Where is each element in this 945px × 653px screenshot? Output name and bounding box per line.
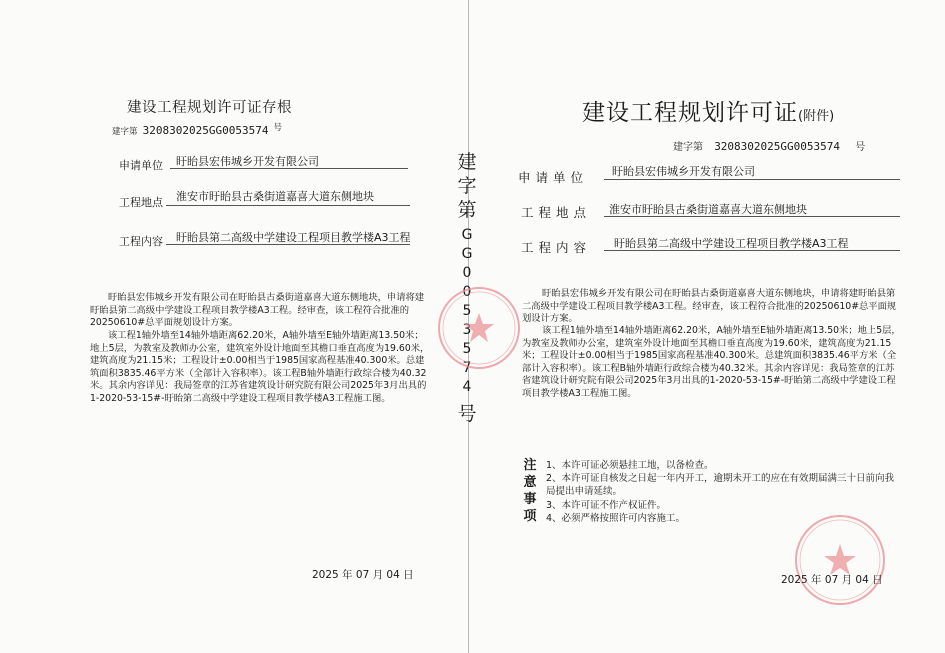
official-seal-spine [434,283,524,373]
stub-label-site: 工程地点 [119,196,163,209]
attachment-value-content: 盱眙县第二高级中学建设工程项目教学楼A3工程 [614,237,849,250]
attachment-permit-number [673,138,865,153]
notes-heading-char: 意 [523,475,537,490]
stub-underline-site [166,205,410,206]
stub-paragraph-2: 该工程1轴外墙至14轴外墙距离62.20米，A轴外墙至E轴外墙距离13.50米；地上5层，为教室及教师办公室，建筑室外设计地面至其檐口垂直高度为19.60米，建筑高度为21.15米；工程设计±0.00相当于1985国家高程基准40.300米。总建筑面积3835.46平方米（全部计入容积率）。该工程B轴外墙距行政综合楼为40.32米。其余内容详见：我局签章的江苏省建筑设计研究院有限公司2025年3月出具的1-2020-53-15#-盱眙第二高级中学建设工程项目教学楼A3工程施工图。 [90,330,430,404]
official-seal-attachment [790,510,890,610]
note-item: 2、本许可证自核发之日起一年内开工，逾期未开工的应在有效期届满三十日前向我 [546,473,895,484]
stub-label-content: 工程内容 [119,235,163,248]
attachment-label-applicant: 申请单位 [518,170,589,185]
stub-paragraph-1: 盱眙县宏伟城乡开发有限公司在盱眙县古桑街道嘉喜大道东侧地块，申请将建盱眙县第二高级中学建设工程项目教学楼A3工程。经审查，该工程符合批准的20250610#总平面规划设计方案。 [90,292,425,329]
attachment-paragraph-1: 盱眙县宏伟城乡开发有限公司在盱眙县古桑街道嘉喜大道东侧地块，申请将建盱眙县第二高级中学建设工程项目教学楼A3工程。经审查，该工程符合批准的20250610#总平面规划设计方案。 [522,288,897,325]
stub-num-suffix: 号 [273,123,283,133]
spine-char: 3 [462,322,472,338]
attachment-label-site: 工程地点 [521,205,592,220]
stub-underline-applicant [170,168,408,169]
note-item: 4、必须严格按照许可内容施工。 [546,513,686,524]
attachment-underline-content [604,250,900,251]
spine-char: 7 [462,360,472,376]
attachment-paragraph-2: 该工程1轴外墙至14轴外墙距离62.20米，A轴外墙至E轴外墙距离13.50米；地上5层，为教室及教师办公室，建筑室外设计地面至其檐口垂直高度为19.60米，建筑高度为21.15米；工程设计±0.00相当于1985国家高程基准40.300米。总建筑面积3835.46平方米（全部计入容积率）。该工程B轴外墙距行政综合楼为40.32米。其余内容详见：我局签章的江苏省建筑设计研究院有限公司2025年3月出具的1-2020-53-15#-盱眙第二高级中学建设工程项目教学楼A3工程施工图。 [522,325,901,399]
stub-date: 2025 年 07 月 04 日 [312,569,414,581]
note-item: 1、本许可证必须悬挂工地，以备检查。 [546,460,714,471]
stub-value-content: 盱眙县第二高级中学建设工程项目教学楼A3工程 [176,231,411,244]
attachment-underline-applicant [604,179,900,180]
attachment-num-suffix: 号 [855,142,866,153]
notes-heading-char: 项 [523,509,537,524]
note-item: 局提出申请延续。 [546,486,623,497]
attachment-label-content: 工程内容 [521,240,592,255]
stub-label-applicant: 申请单位 [119,159,163,172]
stub-title: 建设工程规划许可证存根 [127,100,292,116]
attachment-title-suffix: (附件) [798,109,835,124]
notes-heading-char: 事 [523,492,537,507]
attachment-value-applicant: 盱眙县宏伟城乡开发有限公司 [612,165,755,178]
stub-num-value: 3208302025GG0053574 [142,124,269,137]
spine-char: 0 [462,284,472,300]
attachment-title [582,94,834,127]
spine-char: 5 [462,341,472,357]
stub-num-prefix: 建字第 [112,127,138,137]
spine-char: 0 [462,265,472,281]
spine-char: G [461,227,473,243]
notes-heading [520,457,540,525]
attachment-underline-site [604,216,900,217]
spine-char: 4 [462,379,472,395]
spine-char: 字 [457,175,477,197]
notes-heading-char: 注 [523,458,537,473]
spine-char: 第 [457,199,477,221]
attachment-num-value: 3208302025GG0053574 [714,140,841,153]
attachment-title-main: 建设工程规划许可证 [582,100,798,126]
attachment-num-prefix: 建字第 [673,142,703,153]
spine-char: 号 [457,403,477,425]
attachment-value-site: 淮安市盱眙县古桑街道嘉喜大道东侧地块 [609,203,807,216]
spine-char: G [461,246,473,262]
note-item: 3、本许可证不作产权证件。 [546,500,667,511]
stub-value-applicant: 盱眙县宏伟城乡开发有限公司 [176,155,319,168]
stub-permit-number [112,119,282,138]
attachment-date: 2025 年 07 月 04 日 [781,574,883,586]
spine-char: 5 [462,303,472,319]
stub-underline-content [166,244,410,245]
stub-value-site: 淮安市盱眙县古桑街道嘉喜大道东侧地块 [176,190,374,203]
spine-char: 建 [457,151,477,173]
